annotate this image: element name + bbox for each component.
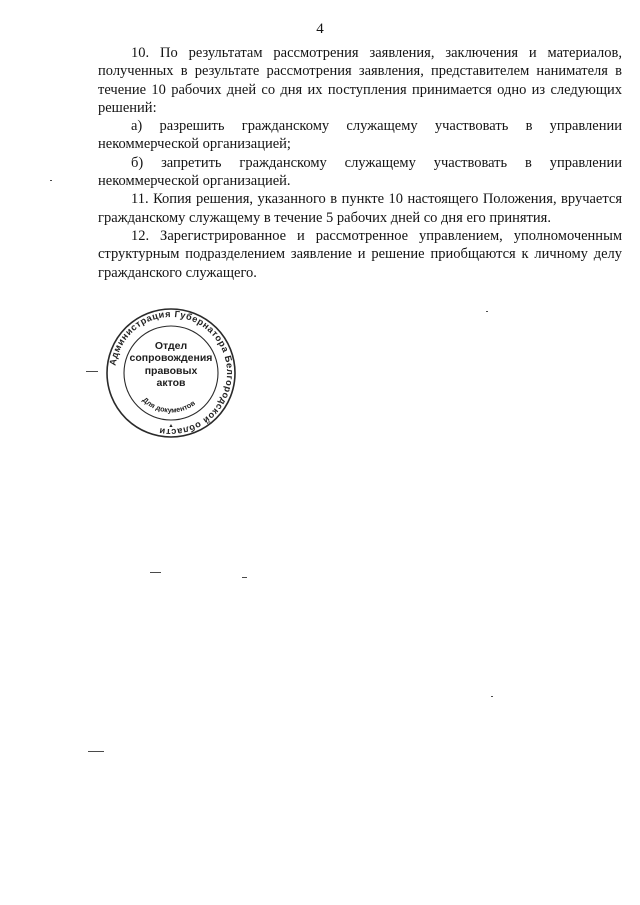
paragraph-10-option-b: б) запретить гражданскому служащему участвовать в управлении некоммерческой организацией. xyxy=(98,154,622,190)
paragraph-11: 11. Копия решения, указанного в пункте 10 настоящего Положения, вручается гражданскому служащему в течение 5 рабочих дней со дня его принятия. xyxy=(98,191,622,226)
document-body xyxy=(98,44,622,282)
paragraph-10: 10. По результатам рассмотрения заявления, заключения и материалов, полученных в результате рассмотрения заявления, представителем нанимателя в течение 10 рабочих дней со дня их поступления принимается одно из следующих решений: xyxy=(98,45,622,116)
stamp-outer-ring-text: Администрация Губернатора Белгородской области xyxy=(107,308,236,438)
margin-mark xyxy=(50,180,52,181)
margin-mark xyxy=(486,311,488,312)
margin-mark xyxy=(86,371,98,372)
margin-mark xyxy=(491,696,493,697)
margin-mark xyxy=(150,572,161,573)
official-stamp xyxy=(105,307,237,439)
page-number: 4 xyxy=(316,21,324,37)
margin-mark xyxy=(242,577,247,578)
paragraph-12: 12. Зарегистрированное и рассмотренное управлением, уполномоченным структурным подразделением заявление и решение приобщаются к личному делу гражданского служащего. xyxy=(98,227,622,281)
paragraph-10-option-a: а) разрешить гражданскому служащему участвовать в управлении некоммерческой организацией; xyxy=(98,118,622,153)
margin-mark xyxy=(88,751,104,752)
stamp-star-icon xyxy=(169,424,172,427)
stamp-center-text: Отдел сопровождения правовых актов xyxy=(129,340,213,390)
stamp-inner-ring-text: Для документов xyxy=(140,395,197,415)
